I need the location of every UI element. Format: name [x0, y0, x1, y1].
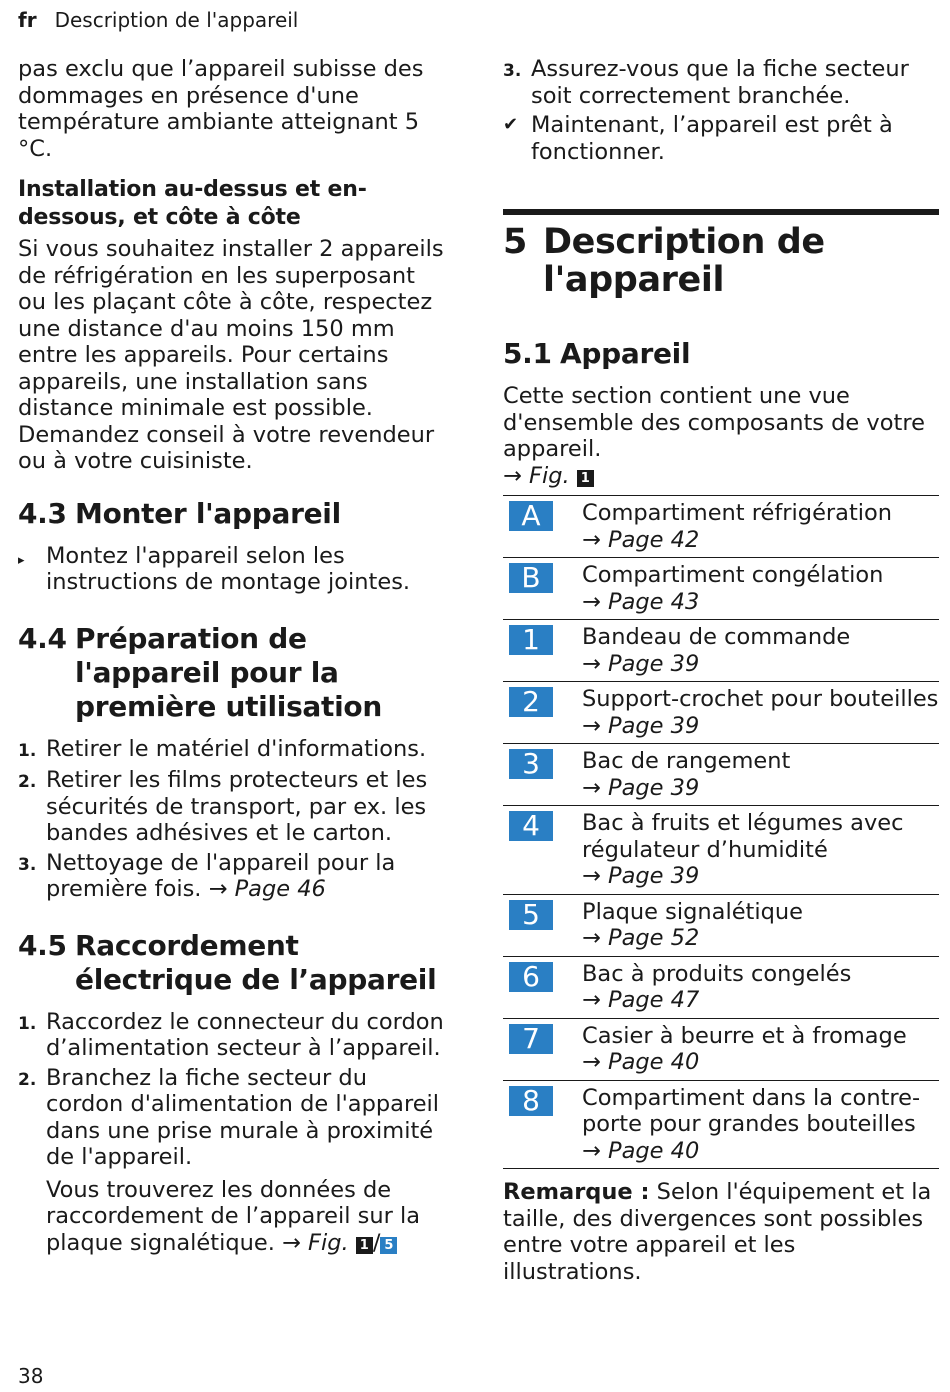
language-code: fr [18, 8, 37, 32]
page-reference-link[interactable]: → Page 40 [582, 1137, 700, 1164]
connection-note [46, 1177, 450, 1257]
parts-table-row [503, 806, 939, 895]
part-key-cell [503, 682, 582, 744]
list-item [18, 543, 450, 596]
part-description-cell [582, 558, 939, 620]
page-header [18, 8, 298, 32]
page-number: 38 [18, 1364, 44, 1388]
step-number: 1. [18, 740, 37, 761]
intro-paragraph: pas exclu que l’appareil subisse des dommages en présence d'une température ambiante atteignant 5 °C. [18, 56, 424, 162]
part-key-badge: 2 [509, 687, 553, 717]
part-key-badge: A [509, 501, 553, 531]
part-label: Support-crochet pour bouteilles [582, 686, 939, 712]
checkmark-icon: ✔ [503, 114, 519, 135]
section-4-3-heading [18, 497, 450, 531]
section-number: 5.1 [503, 337, 552, 370]
part-label: Casier à beurre et à fromage [582, 1022, 907, 1049]
part-label: Compartiment congélation [582, 562, 884, 588]
steps-continued [503, 56, 939, 109]
page-reference-link[interactable]: → Page 39 [582, 712, 700, 739]
part-label: Bac à produits congelés [582, 960, 852, 987]
part-key-cell [503, 806, 582, 895]
part-description-cell [582, 496, 939, 558]
right-column [503, 56, 939, 1285]
part-key-badge: 6 [509, 962, 553, 992]
left-column [18, 56, 450, 1256]
page-reference-link[interactable]: → Page 39 [582, 863, 700, 889]
part-key-badge: 4 [509, 811, 553, 841]
section-number: 4.3 [18, 496, 67, 530]
part-key-cell [503, 1080, 582, 1169]
page-reference-link[interactable]: → Page 43 [582, 588, 700, 615]
figure-number-badge: 1 [577, 470, 594, 487]
part-label: Compartiment réfrigération [582, 500, 893, 526]
note-paragraph [503, 1179, 939, 1285]
chapter-title: Description de l'appareil [543, 222, 825, 300]
chapter-5-heading [503, 209, 939, 299]
figure-reference-link[interactable]: → Fig. [503, 462, 570, 489]
step-number: 3. [18, 854, 37, 875]
parts-table-row [503, 894, 939, 956]
parts-table [503, 495, 939, 1169]
part-key-badge: 3 [509, 749, 553, 779]
section-4-4-heading [18, 622, 450, 724]
part-label: Bac de rangement [582, 748, 791, 774]
part-label: Bandeau de commande [582, 624, 851, 650]
part-key-cell [503, 894, 582, 956]
step-text-body: Nettoyage de l'appareil pour la première fois. [46, 849, 396, 902]
part-key-cell [503, 1018, 582, 1080]
page-reference-link[interactable]: → Page 52 [582, 925, 700, 951]
figure-reference-link[interactable]: → Fig. [282, 1229, 349, 1256]
page-reference-link[interactable]: → Page 47 [582, 987, 700, 1013]
list-item [18, 736, 450, 765]
part-key-badge: B [509, 563, 553, 593]
list-item [18, 1009, 450, 1062]
part-description-cell [582, 620, 939, 682]
part-key-badge: 1 [509, 625, 553, 655]
step-text: Assurez-vous que la fiche secteur soit correctement branchée. [531, 56, 909, 109]
part-description-cell [582, 744, 939, 806]
figure-reference [503, 463, 939, 490]
section-title: Préparation de l'appareil pour la première utilisation [75, 621, 382, 723]
step-text [46, 850, 450, 903]
part-key-cell [503, 744, 582, 806]
part-description-cell [582, 1080, 939, 1169]
step-text: Raccordez le connecteur du cordon d’alimentation secteur à l’appareil. [46, 1008, 444, 1061]
result-line [503, 112, 939, 165]
steps-4-5 [18, 1009, 450, 1171]
part-key-cell [503, 496, 582, 558]
part-key-cell [503, 620, 582, 682]
list-item [18, 767, 450, 847]
part-description-cell [582, 956, 939, 1018]
part-key-cell [503, 956, 582, 1018]
part-description-cell [582, 894, 939, 956]
part-key-cell [503, 558, 582, 620]
step-text: Retirer le matériel d'informations. [46, 735, 427, 762]
list-item [18, 1065, 450, 1171]
step-text: Branchez la fiche secteur du cordon d'alimentation de l'appareil dans une prise murale à proximité de l'appareil. [46, 1064, 440, 1170]
part-label: Bac à fruits et légumes avec régulateur d’humidité [582, 810, 904, 863]
page-reference-link[interactable]: → Page 42 [582, 526, 700, 553]
section-title: Appareil [560, 337, 691, 370]
parts-table-row [503, 496, 939, 558]
parts-table-row [503, 1080, 939, 1169]
parts-table-row [503, 682, 939, 744]
section-number: 4.4 [18, 621, 67, 655]
parts-table-row [503, 558, 939, 620]
part-description-cell [582, 682, 939, 744]
steps-4-4 [18, 736, 450, 903]
triangle-bullet-icon: ▸ [18, 552, 25, 568]
chapter-number: 5 [503, 222, 527, 262]
page-reference-link[interactable]: → Page 39 [582, 774, 700, 801]
part-label: Compartiment dans la contre-porte pour grandes bouteilles [582, 1084, 921, 1137]
figure-separator: / [372, 1229, 381, 1256]
page-reference-link[interactable]: → Page 40 [582, 1049, 700, 1075]
result-text: Maintenant, l’appareil est prêt à fonctionner. [531, 112, 893, 165]
part-description-cell [582, 1018, 939, 1080]
step-number: 3. [503, 61, 522, 81]
figure-number-badge: 1 [356, 1237, 373, 1254]
section-5-1-heading [503, 337, 939, 371]
install-heading: Installation au-dessus et en-dessous, et côte à côte [18, 177, 367, 230]
step-number: 2. [18, 772, 37, 792]
parts-table-row [503, 956, 939, 1018]
note-text: Selon l'équipement et la taille, des divergences sont possibles entre votre appareil et les illustrations. [503, 1179, 932, 1285]
part-key-badge: 8 [509, 1086, 553, 1116]
section-5-1-intro: Cette section contient une vue d'ensemble des composants de votre appareil. [503, 383, 925, 462]
parts-table-row [503, 1018, 939, 1080]
section-title: Monter l'appareil [75, 496, 341, 530]
instruction-list [18, 543, 450, 596]
note-label: Remarque : [503, 1179, 650, 1205]
step-number: 1. [18, 1013, 37, 1034]
figure-item-badge: 5 [380, 1237, 397, 1254]
section-title: Raccordement électrique de l’appareil [75, 928, 437, 996]
part-key-badge: 5 [509, 900, 553, 930]
part-key-badge: 7 [509, 1024, 553, 1054]
header-title: Description de l'appareil [54, 8, 299, 32]
connection-note-text: Vous trouverez les données de raccordement de l’appareil sur la plaque signalétique. [46, 1176, 421, 1256]
step-text: Retirer les films protecteurs et les sécurités de transport, par ex. les bandes adhésives et le carton. [46, 767, 428, 846]
install-paragraph: Si vous souhaitez installer 2 appareils de réfrigération en les superposant ou les plaçant côte à côte, respectez une distance d'au moins 150 mm entre les appareils. Pour certains appareils, une installation sans distance minimale est possible. Demandez conseil à votre revendeur ou à votre cuisiniste. [18, 236, 444, 474]
step-number: 2. [18, 1069, 37, 1090]
instruction-text: Montez l'appareil selon les instructions de montage jointes. [46, 542, 411, 595]
page-reference-link[interactable]: → Page 39 [582, 650, 700, 677]
parts-table-row [503, 620, 939, 682]
list-item [503, 56, 939, 109]
list-item [18, 850, 450, 903]
page-reference-link[interactable]: → Page 46 [208, 876, 326, 902]
part-label: Plaque signalétique [582, 898, 804, 925]
section-number: 4.5 [18, 928, 67, 962]
section-4-5-heading [18, 929, 450, 997]
part-description-cell [582, 806, 939, 895]
parts-table-row [503, 744, 939, 806]
